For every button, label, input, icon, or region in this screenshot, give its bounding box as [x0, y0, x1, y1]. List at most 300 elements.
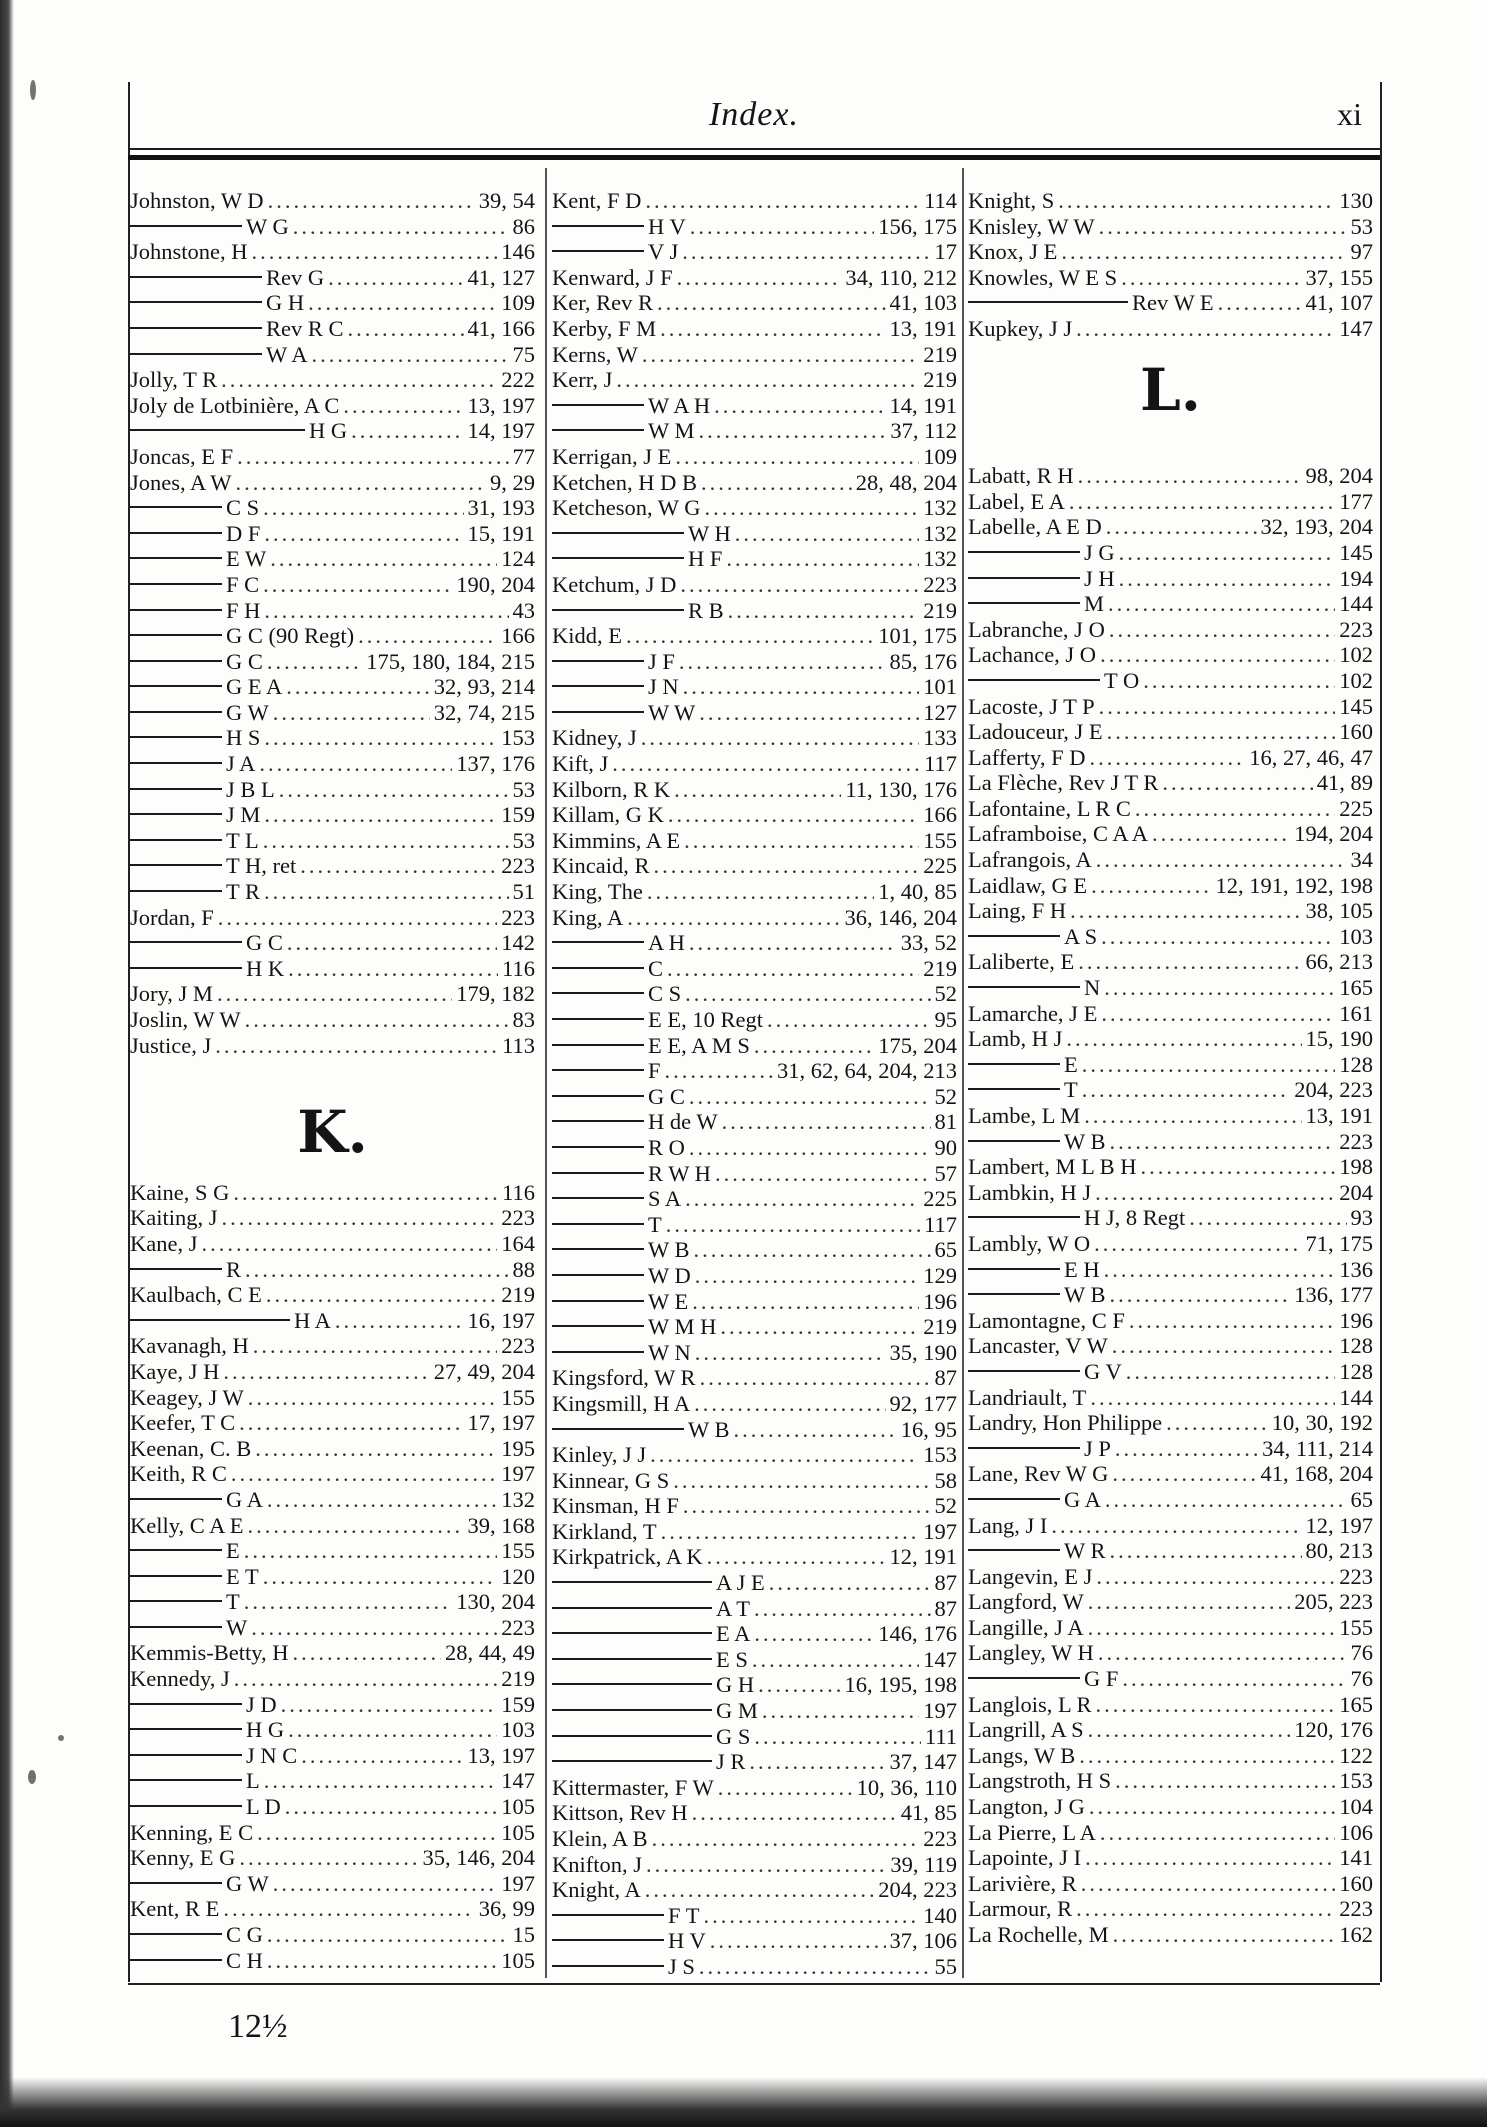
entry-pages: 160 [1339, 719, 1373, 745]
entry-pages: 223 [501, 1205, 535, 1231]
dot-leader [231, 1461, 497, 1487]
entry-name: Kaine, S G [130, 1179, 230, 1205]
entry-name: Kerrigan, J E [552, 443, 672, 469]
entry-name: T L [226, 827, 259, 853]
dot-leader [1109, 1538, 1301, 1564]
entry-pages: 197 [923, 1698, 957, 1724]
entry-pages: 32, 193, 204 [1260, 514, 1373, 540]
index-entry [552, 1519, 957, 1545]
dot-leader [351, 418, 463, 444]
entry-name: R B [688, 597, 724, 623]
entry-name: Kenward, J F [552, 264, 673, 290]
ditto-dash [130, 429, 305, 431]
entry-pages: 111 [924, 1723, 957, 1749]
entry-pages: 223 [501, 1333, 535, 1359]
entry-name: T O [1104, 667, 1140, 693]
ditto-dash [130, 532, 222, 534]
entry-name: R [226, 1256, 242, 1282]
index-entry [130, 214, 535, 240]
entry-name: Kelly, C A E [130, 1512, 244, 1538]
ditto-dash [968, 1677, 1080, 1679]
index-entry [552, 1314, 957, 1340]
entry-pages: 80, 213 [1305, 1538, 1373, 1564]
entry-name: Kinnear, G S [552, 1467, 670, 1493]
entry-name: Langevin, E J [968, 1563, 1093, 1589]
index-entry [552, 1493, 957, 1519]
entry-pages: 106 [1339, 1819, 1373, 1845]
index-entry [552, 495, 957, 521]
index-entry [130, 470, 535, 496]
index-entry [130, 1896, 535, 1922]
dot-leader [689, 930, 897, 956]
entry-name: Lacoste, J T P [968, 693, 1095, 719]
entry-pages: 155 [923, 827, 957, 853]
entry-name: Knight, A [552, 1877, 641, 1903]
ditto-dash [130, 1882, 222, 1884]
entry-name: G C [246, 930, 283, 956]
ditto-dash [130, 1498, 222, 1500]
entry-name: Jones, A W [130, 469, 232, 495]
entry-name: G V [1084, 1358, 1122, 1384]
entry-pages: 101, 175 [878, 623, 957, 649]
dot-leader [733, 1417, 896, 1443]
entry-pages: 132 [923, 520, 957, 546]
entry-name: Langs, W B [968, 1742, 1076, 1768]
ditto-dash [552, 660, 644, 662]
index-entry [130, 956, 535, 982]
entry-name: Kinley, J J [552, 1442, 647, 1468]
index-entry [130, 1615, 535, 1641]
entry-name: Rev R C [266, 315, 344, 341]
entry-name: C G [226, 1922, 263, 1947]
entry-pages: 52 [934, 1083, 957, 1109]
index-entry [130, 1007, 535, 1033]
dot-leader [722, 1109, 931, 1135]
dot-leader [1069, 489, 1335, 515]
index-entry [552, 598, 957, 624]
index-entry [968, 1794, 1373, 1820]
index-entry [552, 1621, 957, 1647]
ditto-dash [968, 1549, 1060, 1551]
entry-pages: 98, 204 [1305, 463, 1373, 489]
dot-leader [293, 214, 509, 240]
dot-leader [720, 1314, 919, 1340]
ditto-dash [968, 1268, 1060, 1270]
index-entry [968, 540, 1373, 566]
entry-pages: 144 [1339, 591, 1373, 617]
ditto-dash [552, 1325, 644, 1327]
entry-pages: 223 [501, 904, 535, 930]
dot-leader [1141, 1154, 1336, 1180]
dot-leader [1085, 1845, 1335, 1871]
entry-name: Johnston, W D [130, 188, 264, 213]
index-entry [552, 879, 957, 905]
index-entry [130, 316, 535, 342]
entry-name: H A [294, 1307, 331, 1333]
dot-leader [1094, 1231, 1301, 1257]
ditto-dash [968, 986, 1080, 988]
entry-name: La Rochelle, M [968, 1922, 1109, 1947]
entry-pages: 85, 176 [889, 648, 957, 674]
dot-leader [1088, 1717, 1291, 1743]
index-entry [552, 188, 957, 214]
index-column-1 [130, 188, 535, 1973]
entry-name: Lachance, J O [968, 642, 1097, 668]
entry-name: H F [688, 546, 723, 572]
entry-pages: 81 [934, 1109, 957, 1135]
ditto-dash [552, 1223, 644, 1225]
dot-leader [703, 1903, 919, 1929]
dot-leader [308, 290, 497, 316]
ditto-dash [968, 602, 1080, 604]
entry-pages: 195 [501, 1435, 535, 1461]
ditto-dash [130, 813, 222, 815]
dot-leader [237, 444, 508, 470]
entry-name: Langille, J A [968, 1614, 1084, 1640]
ditto-dash [130, 1728, 242, 1730]
entry-pages: 15 [512, 1922, 535, 1947]
ditto-dash [968, 1216, 1080, 1218]
entry-pages: 41, 85 [900, 1800, 957, 1826]
dot-leader [1084, 1103, 1301, 1129]
entry-name: Langton, J G [968, 1794, 1085, 1820]
index-entry [968, 1640, 1373, 1666]
dot-leader [699, 1954, 931, 1980]
entry-name: J S [668, 1953, 695, 1979]
dot-leader [735, 521, 920, 547]
dot-leader [264, 1768, 498, 1794]
ditto-dash [552, 1018, 644, 1020]
entry-pages: 43 [512, 597, 535, 623]
dot-leader [645, 1877, 874, 1903]
entry-name: Kidney, J [552, 725, 637, 751]
index-entry [552, 1954, 957, 1980]
entry-name: E W [226, 546, 267, 572]
entry-name: G E A [226, 674, 283, 700]
entry-pages: 77 [512, 443, 535, 469]
dot-leader [257, 1820, 497, 1846]
index-entry [130, 930, 535, 956]
index-entry [552, 1263, 957, 1289]
entry-name: Kenning, E C [130, 1819, 254, 1845]
index-entry [968, 1257, 1373, 1283]
entry-pages: 102 [1339, 642, 1373, 668]
dot-leader [273, 700, 430, 726]
index-entry [968, 1538, 1373, 1564]
entry-name: H S [226, 725, 261, 751]
index-entry [130, 521, 535, 547]
entry-pages: 204 [1339, 1179, 1373, 1205]
index-entry [968, 668, 1373, 694]
entry-name: F [648, 1058, 661, 1084]
entry-name: F T [668, 1902, 700, 1928]
index-entry [552, 1468, 957, 1494]
dot-leader [754, 1596, 931, 1622]
entry-pages: 65 [934, 1237, 957, 1263]
entry-name: Landry, Hon Philippe [968, 1410, 1163, 1436]
entry-name: Kingsford, W R [552, 1365, 696, 1391]
entry-pages: 114 [924, 188, 957, 213]
entry-name: Ketchen, H D B [552, 469, 697, 495]
entry-pages: 41, 127 [467, 264, 535, 290]
entry-pages: 28, 44, 49 [445, 1640, 535, 1666]
entry-name: Kupkey, J J [968, 315, 1073, 341]
entry-pages: 83 [512, 1007, 535, 1032]
dot-leader [754, 1621, 874, 1647]
entry-name: J D [246, 1691, 277, 1717]
index-entry [968, 1308, 1373, 1334]
entry-name: Landriault, T [968, 1384, 1087, 1410]
entry-name: Lafontaine, L R C [968, 795, 1131, 821]
entry-name: J P [1084, 1435, 1111, 1461]
index-entry [968, 489, 1373, 515]
dot-leader [222, 1205, 498, 1231]
entry-name: Johnstone, H [130, 239, 248, 265]
ditto-dash [552, 1274, 644, 1276]
ditto-dash [552, 1939, 664, 1941]
entry-pages: 97 [1350, 239, 1373, 265]
entry-pages: 71, 175 [1305, 1230, 1373, 1256]
entry-name: G C (90 Regt) [226, 623, 355, 649]
index-entry [130, 1436, 535, 1462]
dot-leader [1105, 1487, 1347, 1513]
dot-leader [690, 214, 875, 240]
entry-name: R O [648, 1134, 685, 1160]
dot-leader [288, 1717, 497, 1743]
entry-name: F H [226, 597, 261, 623]
column-divider [962, 168, 964, 1978]
index-column-3 [968, 188, 1373, 1948]
ditto-dash [552, 609, 684, 611]
entry-pages: 14, 197 [467, 418, 535, 444]
entry-pages: 17, 197 [467, 1410, 535, 1436]
entry-name: Langford, W [968, 1589, 1084, 1615]
ditto-dash [130, 1933, 222, 1935]
index-entry [552, 1161, 957, 1187]
index-entry [552, 1058, 957, 1084]
entry-pages: 147 [1339, 315, 1373, 341]
dot-leader [689, 1084, 931, 1110]
ditto-dash [552, 1632, 712, 1634]
entry-pages: 120 [501, 1563, 535, 1589]
entry-name: Kerby, F M [552, 315, 657, 341]
dot-leader [253, 1333, 498, 1359]
dot-leader [1218, 290, 1302, 316]
index-entry [968, 847, 1373, 873]
entry-name: Kilborn, R K [552, 776, 671, 802]
index-entry [968, 1410, 1373, 1436]
entry-name: J A [226, 751, 256, 777]
entry-name: W A [266, 341, 308, 367]
entry-pages: 33, 52 [900, 930, 957, 956]
dot-leader [647, 879, 874, 905]
entry-pages: 11, 130, 176 [845, 776, 957, 802]
index-entry [130, 1385, 535, 1411]
dot-leader [301, 1743, 463, 1769]
entry-name: A T [716, 1595, 750, 1621]
dot-leader [1099, 214, 1347, 240]
dot-leader [715, 1161, 931, 1187]
entry-pages: 103 [501, 1717, 535, 1743]
entry-pages: 177 [1339, 488, 1373, 514]
index-entry [130, 879, 535, 905]
dot-leader [1076, 1896, 1335, 1922]
dot-leader [239, 1410, 463, 1436]
entry-name: H K [246, 955, 285, 981]
index-entry [968, 566, 1373, 592]
entry-name: Kent, F D [552, 188, 642, 213]
index-entry [130, 393, 535, 419]
entry-pages: 198 [1339, 1154, 1373, 1180]
entry-name: C [648, 955, 664, 981]
index-entry [968, 1333, 1373, 1359]
entry-pages: 153 [923, 1442, 957, 1468]
entry-pages: 51 [512, 879, 535, 905]
index-entry [552, 1826, 957, 1852]
entry-name: Kent, R E [130, 1896, 220, 1922]
dot-leader [1108, 591, 1335, 617]
entry-name: Langstroth, H S [968, 1768, 1112, 1794]
spacer [130, 1058, 535, 1084]
index-entry [130, 1461, 535, 1487]
dot-leader [245, 1007, 509, 1033]
index-entry [130, 1743, 535, 1769]
entry-name: G H [266, 290, 305, 316]
entry-name: T H, ret [226, 853, 297, 879]
index-entry [968, 1896, 1373, 1922]
index-entry [552, 1340, 957, 1366]
entry-pages: 155 [1339, 1614, 1373, 1640]
index-entry [968, 1922, 1373, 1948]
ditto-dash [130, 1549, 222, 1551]
ditto-dash [130, 1626, 222, 1628]
entry-name: W B [1064, 1128, 1106, 1154]
index-entry [130, 853, 535, 879]
entry-pages: 179, 182 [456, 981, 535, 1007]
dot-leader [652, 1826, 920, 1852]
entry-pages: 223 [501, 853, 535, 879]
entry-name: La Pierre, L A [968, 1819, 1096, 1845]
entry-pages: 196 [923, 1288, 957, 1314]
index-entry [130, 290, 535, 316]
entry-pages: 128 [1339, 1051, 1373, 1077]
entry-pages: 104 [1339, 1794, 1373, 1820]
entry-name: Langlois, L R [968, 1691, 1092, 1717]
dot-leader [1061, 239, 1346, 265]
dot-leader [287, 930, 497, 956]
page-number: xi [1337, 96, 1362, 132]
ditto-dash [552, 1300, 644, 1302]
entry-pages: 36, 146, 204 [844, 904, 957, 930]
entry-name: J M [226, 802, 261, 828]
entry-pages: 1, 40, 85 [878, 879, 957, 905]
index-entry [968, 1052, 1373, 1078]
entry-name: Kaye, J H [130, 1358, 220, 1384]
dot-leader [267, 1487, 497, 1513]
entry-name: Larivière, R [968, 1870, 1077, 1896]
index-entry [130, 1180, 535, 1206]
entry-name: J N [648, 674, 679, 700]
ditto-dash [130, 1575, 222, 1577]
index-entry [130, 188, 535, 214]
entry-name: Jolly, T R [130, 367, 218, 393]
ditto-dash [130, 557, 222, 559]
index-entry [552, 956, 957, 982]
entry-pages: 205, 223 [1294, 1589, 1373, 1615]
ditto-dash [968, 679, 1100, 681]
entry-pages: 223 [923, 1826, 957, 1851]
dot-leader [1101, 1001, 1335, 1027]
index-entry [130, 1205, 535, 1231]
entry-pages: 34, 111, 214 [1262, 1435, 1373, 1461]
entry-pages: 103 [1339, 923, 1373, 949]
dot-leader [699, 700, 919, 726]
entry-name: A J E [716, 1570, 765, 1596]
index-entry [552, 1852, 957, 1878]
ditto-dash [130, 225, 242, 227]
entry-pages: 141 [1339, 1845, 1373, 1871]
entry-name: Jordan, F [130, 904, 214, 930]
entry-pages: 15, 190 [1305, 1026, 1373, 1052]
dot-leader [1095, 1180, 1335, 1206]
ditto-dash [552, 404, 644, 406]
index-entry [130, 1948, 535, 1974]
entry-name: W N [648, 1339, 691, 1365]
dot-leader [248, 1513, 464, 1539]
dot-leader [700, 1365, 931, 1391]
entry-pages: 164 [501, 1230, 535, 1256]
entry-name: J F [648, 648, 675, 674]
entry-pages: 155 [501, 1538, 535, 1564]
index-entry [130, 598, 535, 624]
entry-pages: 223 [1339, 1563, 1373, 1589]
index-entry [552, 1698, 957, 1724]
dot-leader [1081, 1871, 1336, 1897]
index-entry [552, 1672, 957, 1698]
entry-pages: 136 [1339, 1256, 1373, 1282]
entry-name: Kinsman, H F [552, 1493, 679, 1519]
entry-name: Klein, A B [552, 1826, 648, 1851]
ditto-dash [552, 1120, 644, 1122]
ditto-dash [130, 685, 222, 687]
entry-name: Lambly, W O [968, 1230, 1091, 1256]
ditto-dash [130, 276, 262, 278]
entry-pages: 37, 155 [1305, 264, 1373, 290]
entry-pages: 166 [923, 802, 957, 828]
index-entry [552, 649, 957, 675]
entry-pages: 37, 112 [890, 418, 957, 444]
index-entry [130, 1231, 535, 1257]
dot-leader [767, 1007, 931, 1033]
index-entry [968, 770, 1373, 796]
entry-pages: 76 [1350, 1666, 1373, 1692]
entry-name: Ketchum, J D [552, 571, 677, 597]
entry-pages: 41, 166 [467, 315, 535, 341]
index-entry [968, 1666, 1373, 1692]
entry-name: Jory, J M [130, 981, 213, 1007]
entry-name: Kirkpatrick, A K [552, 1544, 703, 1570]
dot-leader [1135, 796, 1335, 822]
entry-pages: 87 [934, 1595, 957, 1621]
ditto-dash [130, 711, 222, 713]
entry-pages: 225 [1339, 795, 1373, 821]
entry-pages: 14, 191 [889, 392, 957, 418]
page-title: Index. [708, 96, 799, 133]
entry-name: S A [648, 1186, 682, 1212]
entry-name: G A [1064, 1486, 1101, 1512]
dot-leader [705, 495, 920, 521]
dot-leader [641, 725, 919, 751]
